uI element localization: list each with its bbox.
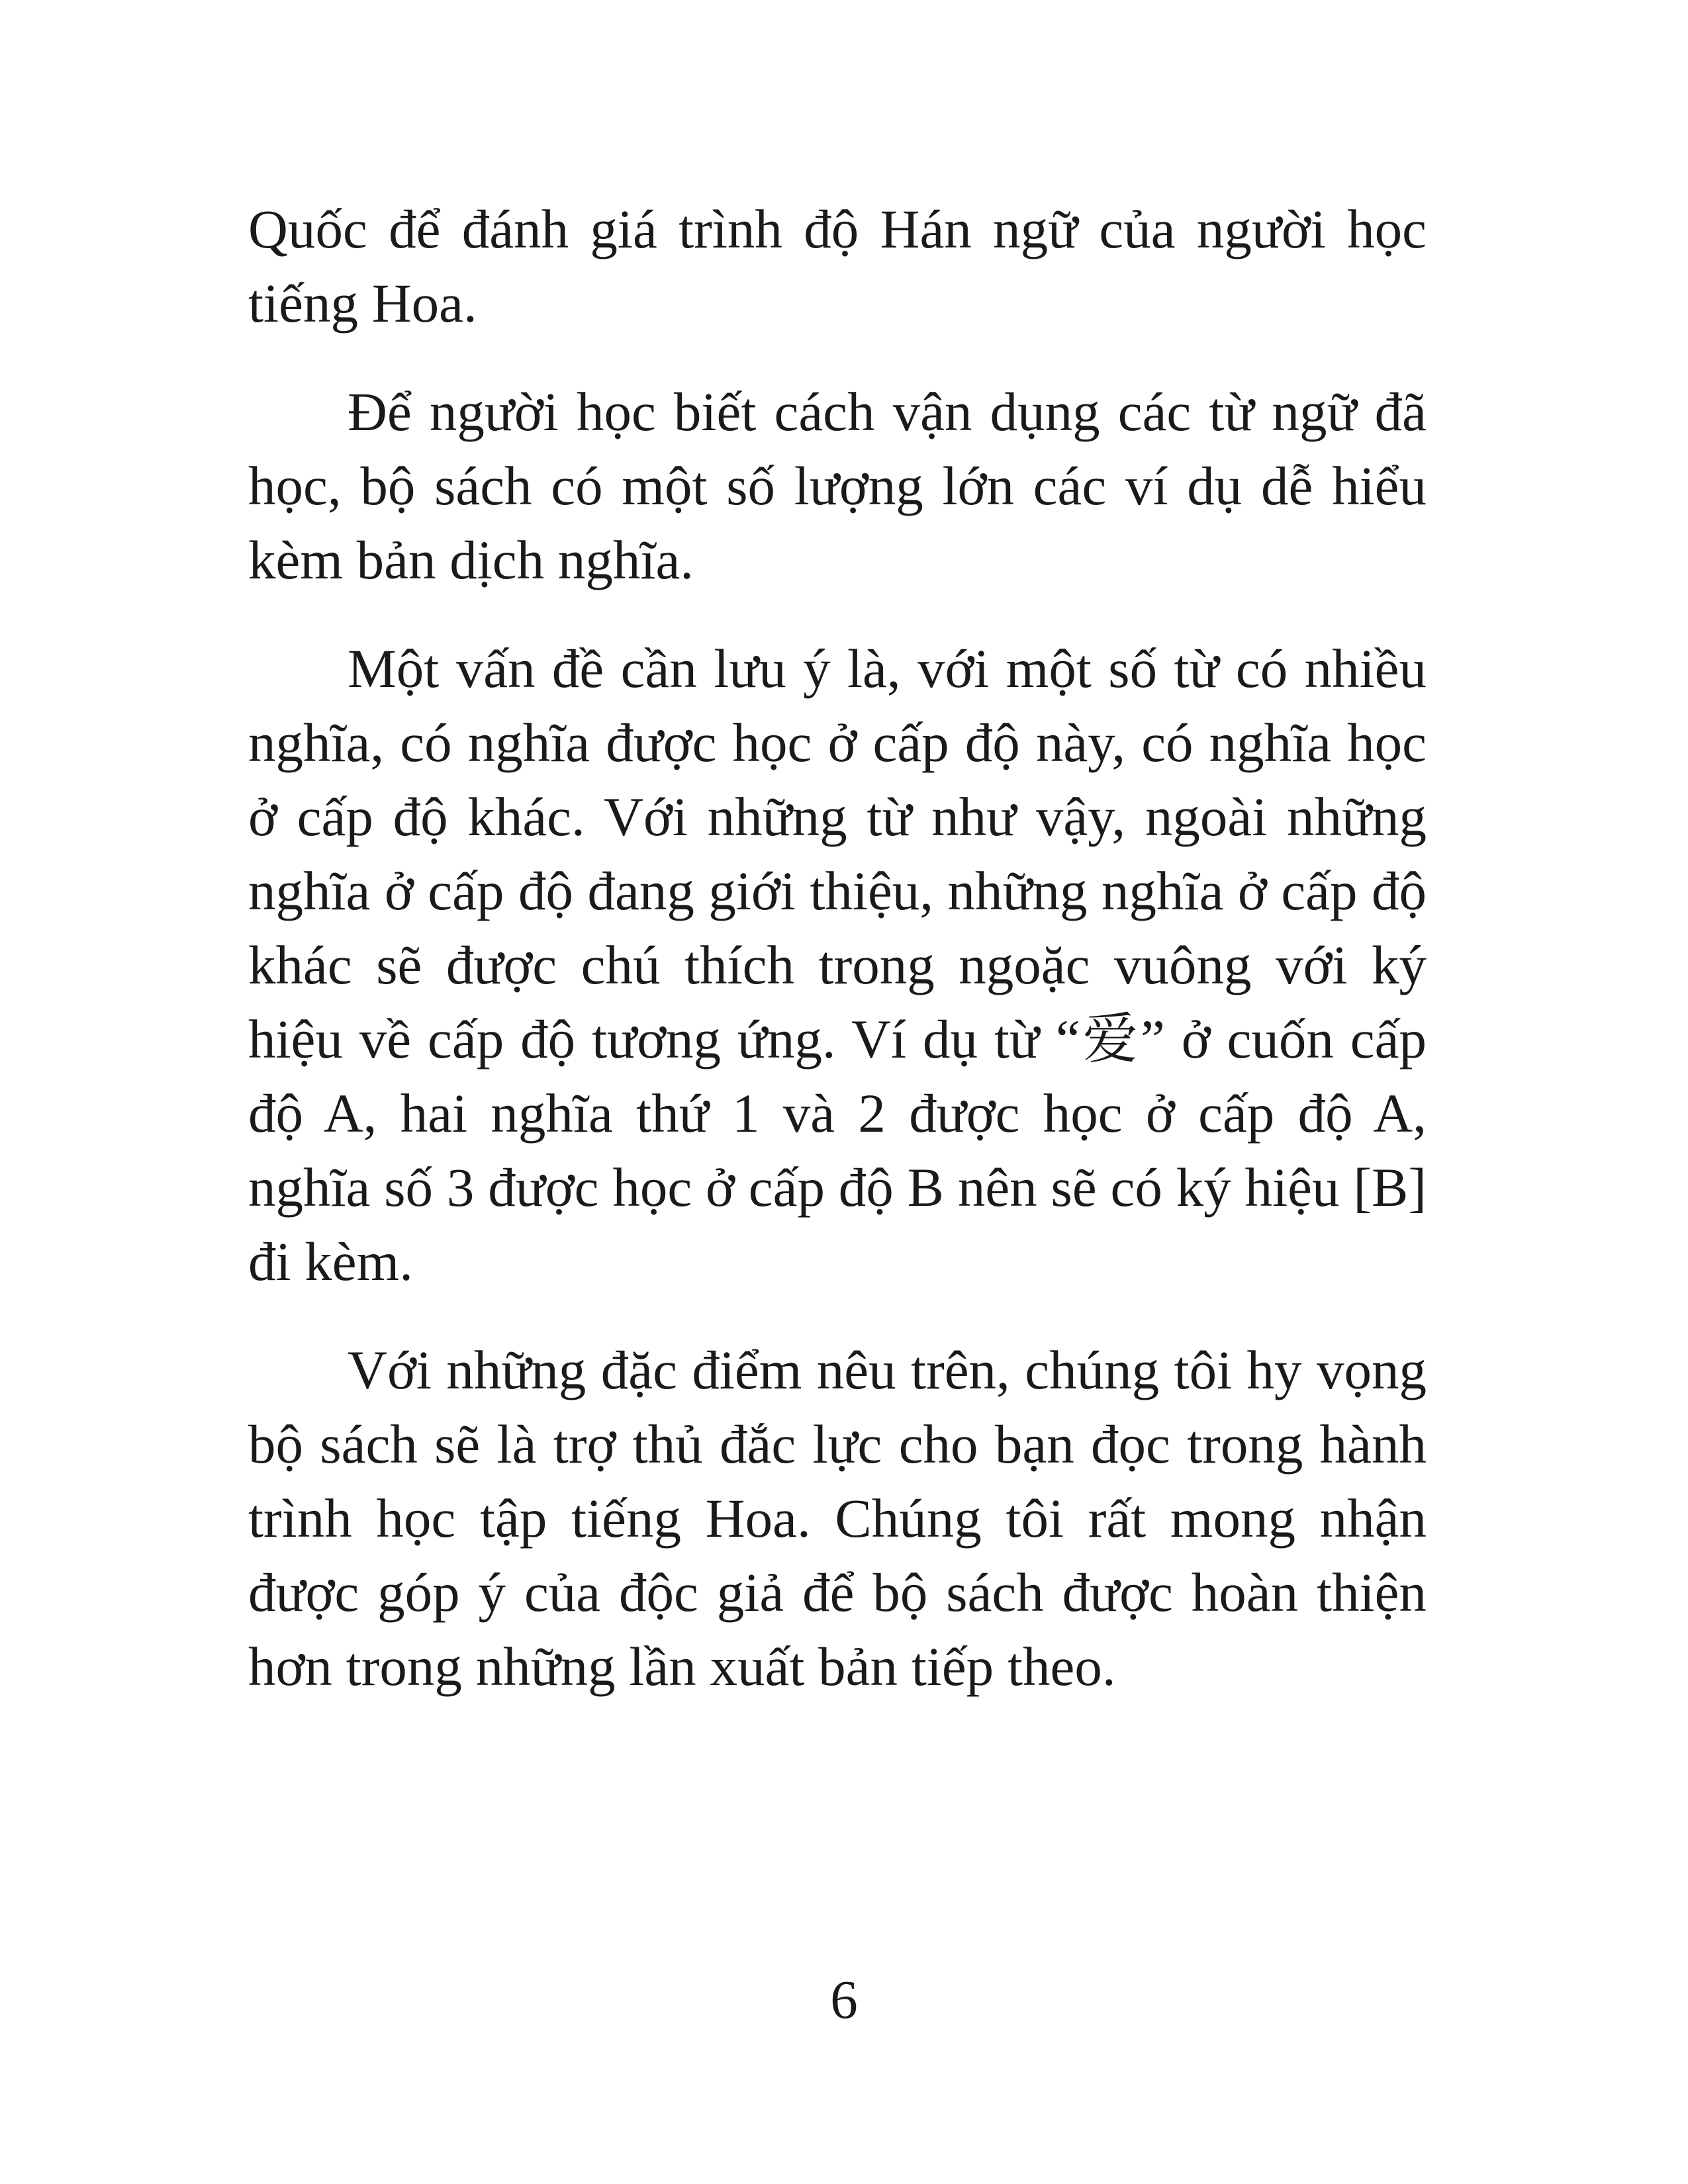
paragraph-examples: Để người học biết cách vận dụng các từ ngữ đã học, bộ sách có một số lượng lớn các ví dụ dễ hiểu kèm bản dịch nghĩa. [248, 381, 1427, 590]
paragraph-closing: Với những đặc điểm nêu trên, chúng tôi hy vọng bộ sách sẽ là trợ thủ đắc lực cho bạn đọc trong hành trình học tập tiếng Hoa. Chúng tôi rất mong nhận được góp ý của độc giả để bộ sách được hoàn thiện hơn trong những lần xuất bản tiếp theo. [248, 1340, 1427, 1697]
paragraph-multi-meaning-note: Một vấn đề cần lưu ý là, với một số từ có nhiều nghĩa, có nghĩa được học ở cấp độ này, có nghĩa học ở cấp độ khác. Với những từ như vậy, ngoài những nghĩa ở cấp độ đang giới thiệu, những nghĩa ở cấp độ khác sẽ được chú thích trong ngoặc vuông với ký hiệu về cấp độ tương ứng. Ví dụ từ “爱” ở cuốn cấp độ A, hai nghĩa thứ 1 và 2 được học ở cấp độ A, nghĩa số 3 được học ở cấp độ B nên sẽ có ký hiệu [B] đi kèm. [248, 638, 1427, 1292]
paragraph-continuation: Quốc để đánh giá trình độ Hán ngữ của người học tiếng Hoa. [248, 199, 1427, 334]
body-text [248, 192, 1427, 1738]
page-number: 6 [830, 1969, 858, 2030]
